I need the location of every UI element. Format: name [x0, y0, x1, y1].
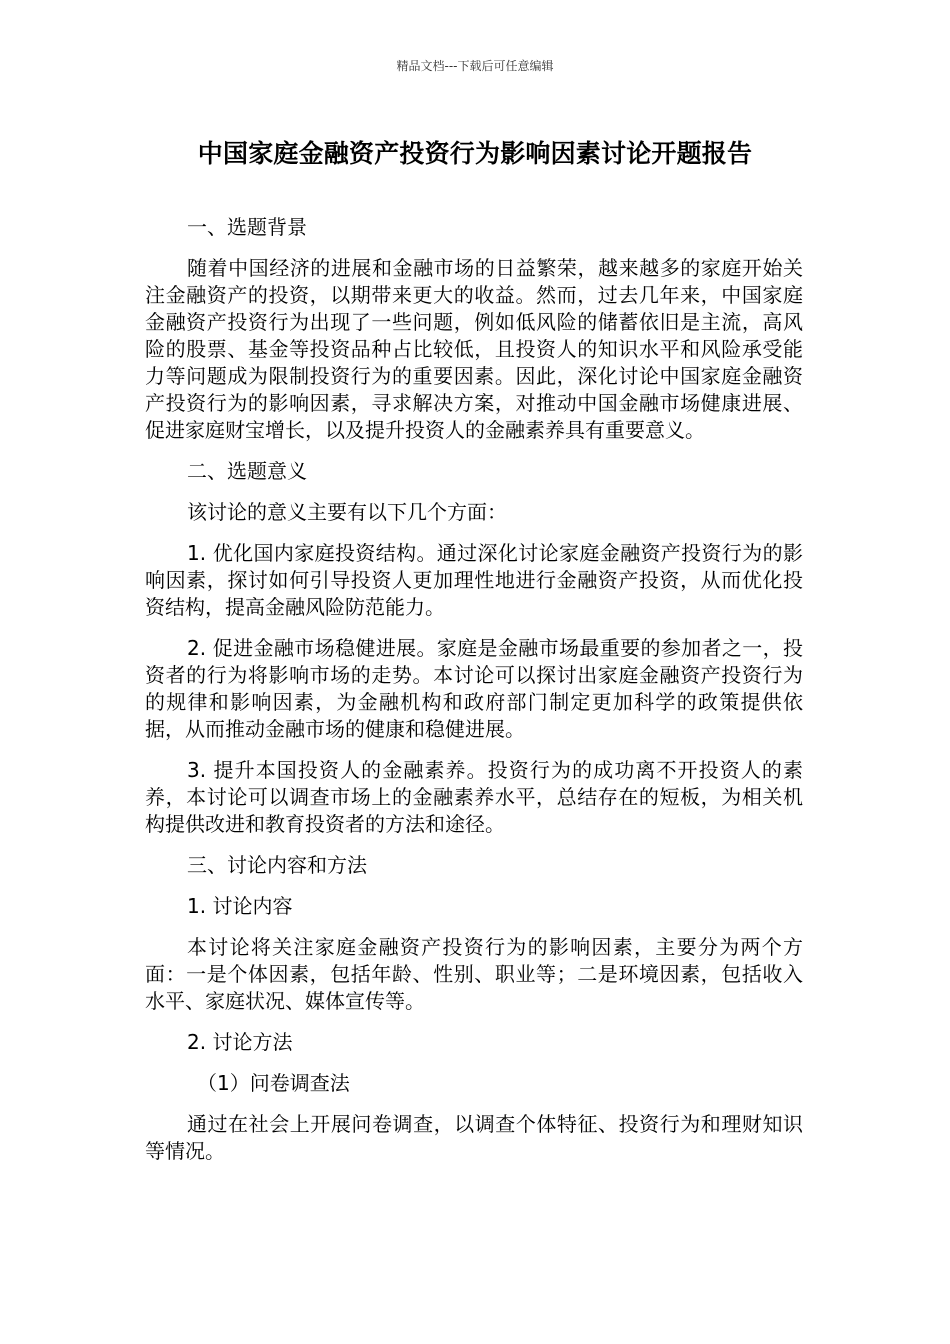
paragraph-questionnaire: 通过在社会上开展问卷调查，以调查个体特征、投资行为和理财知识等情况。: [145, 1112, 803, 1163]
subheading-method: 2. 讨论方法: [187, 1030, 293, 1054]
section-heading-significance: 二、选题意义: [187, 459, 307, 483]
section-heading-content-method: 三、讨论内容和方法: [187, 853, 367, 877]
paragraph-significance-2: 2. 促进金融市场稳健进展。家庭是金融市场最重要的参加者之一，投资者的行为将影响市场的走势。本讨论可以探讨出家庭金融资产投资行为的规律和影响因素，为金融机构和政府部门制定更加科学的政策提供依据，从而推动金融市场的健康和稳健进展。: [145, 636, 803, 741]
paragraph-significance-3: 3. 提升本国投资人的金融素养。投资行为的成功离不开投资人的素养，本讨论可以调查市场上的金融素养水平，总结存在的短板，为相关机构提供改进和教育投资者的方法和途径。: [145, 758, 803, 836]
document-title: 中国家庭金融资产投资行为影响因素讨论开题报告: [197, 139, 753, 168]
paragraph-significance-intro: 该讨论的意义主要有以下几个方面：: [187, 500, 507, 524]
header-watermark: 精品文档---下载后可任意编辑: [396, 59, 554, 73]
subheading-questionnaire: （1）问卷调查法: [197, 1071, 350, 1095]
subheading-content: 1. 讨论内容: [187, 894, 293, 918]
paragraph-content: 本讨论将关注家庭金融资产投资行为的影响因素，主要分为两个方面：一是个体因素，包括年龄、性别、职业等；二是环境因素，包括收入水平、家庭状况、媒体宣传等。: [145, 935, 803, 1013]
document-body: [145, 214, 803, 1179]
section-heading-background: 一、选题背景: [187, 215, 307, 239]
paragraph-significance-1: 1. 优化国内家庭投资结构。通过深化讨论家庭金融资产投资行为的影响因素，探讨如何引导投资人更加理性地进行金融资产投资，从而优化投资结构，提高金融风险防范能力。: [145, 541, 803, 619]
paragraph-background: 随着中国经济的进展和金融市场的日益繁荣，越来越多的家庭开始关注金融资产的投资，以期带来更大的收益。然而，过去几年来，中国家庭金融资产投资行为出现了一些问题，例如低风险的储蓄依旧是主流，高风险的股票、基金等投资品种占比较低，且投资人的知识水平和风险承受能力等问题成为限制投资行为的重要因素。因此，深化讨论中国家庭金融资产投资行为的影响因素，寻求解决方案，对推动中国金融市场健康进展、促进家庭财宝增长，以及提升投资人的金融素养具有重要意义。: [145, 256, 803, 442]
